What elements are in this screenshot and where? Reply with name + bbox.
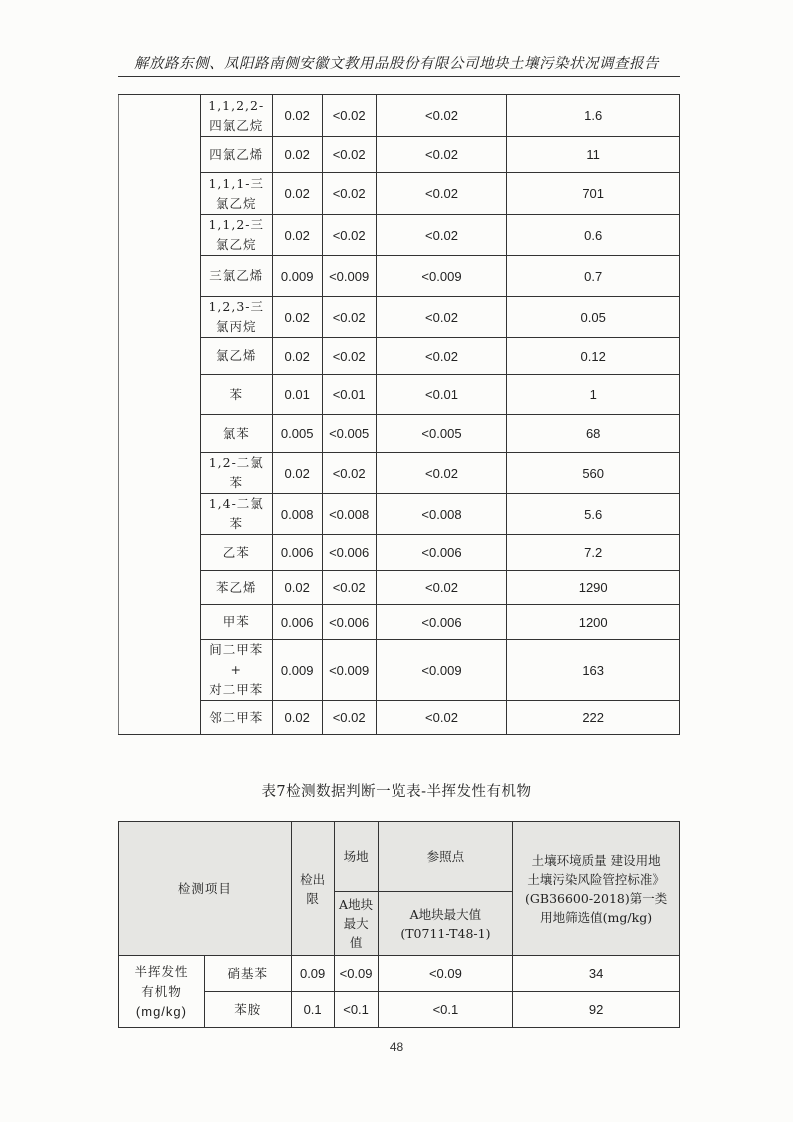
header-ref-sub-line: A地块最大值 [409, 906, 482, 922]
table-row [119, 640, 680, 701]
table-row [119, 338, 680, 375]
row-name-line: 1,1,1-三 [208, 175, 264, 191]
row-limit: 0.008 [272, 494, 322, 535]
row-name-line: 1,1,2,2- [208, 97, 265, 113]
row-name-line: 苯 [229, 516, 243, 531]
row-name-line: 苯 [229, 386, 243, 402]
row-name-line: 对二甲苯 [209, 682, 264, 697]
row-limit: 0.02 [272, 453, 322, 494]
row-name-line: 氯乙烯 [215, 348, 257, 363]
row-name-line: 1,2,3-三 [208, 299, 264, 314]
row-name-line: 邻二甲苯 [209, 709, 264, 725]
row-ref: <0.02 [376, 173, 507, 215]
header-limit [291, 822, 334, 956]
row-name [200, 640, 272, 701]
group-label [119, 956, 205, 1028]
table-row [119, 701, 680, 735]
table-row [119, 494, 680, 535]
row-name-line: 苯乙烯 [215, 579, 257, 595]
row-name-line: 间二甲苯 [209, 642, 264, 657]
row-std: 163 [507, 640, 680, 701]
row-std: 1290 [507, 571, 680, 605]
row-std: 1.6 [507, 95, 680, 137]
row-limit: 0.02 [272, 297, 322, 338]
row-std: 5.6 [507, 494, 680, 535]
row-name [200, 415, 272, 453]
table-row [119, 453, 680, 494]
row-std: 0.6 [507, 215, 680, 256]
row-std: 0.12 [507, 338, 680, 375]
row-site: <0.008 [322, 494, 376, 535]
row-name-line: 乙苯 [222, 544, 250, 560]
row-std: 68 [507, 415, 680, 453]
group-label-line: 半挥发性 [134, 963, 189, 979]
row-name [200, 494, 272, 535]
header-site-sub-line: A地块 [339, 897, 374, 912]
row-limit: 0.006 [272, 535, 322, 571]
row-name [200, 215, 272, 256]
header-ref-sub [378, 892, 513, 956]
row-ref: <0.02 [376, 338, 507, 375]
header-site-sub-line: 最大 [343, 916, 369, 931]
header-ref: 参照点 [378, 822, 513, 892]
row-name-line: 三氯乙烯 [209, 268, 264, 283]
header-std-line: 用地筛选值(mg/kg) [540, 909, 653, 925]
row-ref: <0.02 [376, 701, 507, 735]
row-site: <0.02 [322, 137, 376, 173]
row-name [200, 535, 272, 571]
table-row [119, 415, 680, 453]
row-site: <0.02 [322, 215, 376, 256]
row-std: 1200 [507, 605, 680, 640]
row-limit: 0.009 [272, 640, 322, 701]
row-limit: 0.006 [272, 605, 322, 640]
page-number: 48 [389, 1040, 404, 1054]
header-site: 场地 [334, 822, 378, 892]
row-name [200, 701, 272, 735]
row-ref: <0.005 [376, 415, 507, 453]
row-ref: <0.1 [378, 992, 513, 1028]
row-site: <0.09 [334, 956, 378, 992]
row-limit: 0.02 [272, 701, 322, 735]
row-std: 222 [507, 701, 680, 735]
header-site-sub [334, 892, 378, 956]
row-name [200, 605, 272, 640]
row-ref: <0.02 [376, 571, 507, 605]
row-limit: 0.1 [291, 992, 334, 1028]
row-std: 0.7 [507, 256, 680, 297]
table-row [119, 215, 680, 256]
row-site: <0.02 [322, 453, 376, 494]
row-ref: <0.02 [376, 95, 507, 137]
row-site: <0.1 [334, 992, 378, 1028]
row-ref: <0.02 [376, 453, 507, 494]
table-row [119, 375, 680, 415]
row-site: <0.02 [322, 297, 376, 338]
row-site: <0.01 [322, 375, 376, 415]
header-limit-line: 检出 [300, 871, 326, 887]
header-site-sub-line: 值 [349, 935, 363, 950]
row-std: 560 [507, 453, 680, 494]
row-name: 苯胺 [204, 992, 291, 1028]
row-name-line: 氯乙烷 [215, 237, 257, 252]
group-label-line: (mg/kg) [135, 1003, 187, 1019]
row-name [200, 256, 272, 297]
row-site: <0.02 [322, 338, 376, 375]
row-name [200, 297, 272, 338]
row-name [200, 173, 272, 215]
row-ref: <0.01 [376, 375, 507, 415]
row-name [200, 375, 272, 415]
table-row [119, 605, 680, 640]
table-row [119, 297, 680, 338]
row-site: <0.005 [322, 415, 376, 453]
row-limit: 0.02 [272, 95, 322, 137]
row-site: <0.02 [322, 701, 376, 735]
header-std-line: 土壤环境质量 建设用地 [531, 852, 661, 868]
row-std: 0.05 [507, 297, 680, 338]
row-name-line: 四氯乙烷 [209, 117, 264, 133]
row-limit: 0.02 [272, 571, 322, 605]
row-std: 7.2 [507, 535, 680, 571]
row-ref: <0.009 [376, 640, 507, 701]
row-limit: 0.02 [272, 215, 322, 256]
row-site: <0.009 [322, 256, 376, 297]
row-limit: 0.005 [272, 415, 322, 453]
header-rule [118, 76, 680, 77]
group-label-line: 有机物 [141, 983, 182, 999]
row-ref: <0.02 [376, 137, 507, 173]
header-ref-sub-line: (T0711-T48-1) [400, 925, 491, 941]
table-row [119, 571, 680, 605]
row-site: <0.006 [322, 535, 376, 571]
table-row [119, 173, 680, 215]
row-site: <0.009 [322, 640, 376, 701]
row-limit: 0.02 [272, 338, 322, 375]
row-name [200, 571, 272, 605]
row-name-line: 氯丙烷 [215, 319, 257, 334]
header-item: 检测项目 [119, 822, 292, 956]
table-row [119, 535, 680, 571]
header-limit-line: 限 [306, 890, 319, 906]
row-name: 硝基苯 [204, 956, 291, 992]
row-limit: 0.009 [272, 256, 322, 297]
row-name-line: 氯乙烷 [215, 195, 257, 211]
row-std: 701 [507, 173, 680, 215]
table-row [119, 256, 680, 297]
svoc-table [118, 821, 680, 1028]
header-std-line: (GB36600-2018)第一类 [525, 890, 668, 906]
row-name-line: 1,2-二氯 [208, 455, 264, 470]
row-name-line: 苯 [229, 475, 243, 490]
table-row [119, 137, 680, 173]
group-cell-empty [119, 95, 201, 735]
row-ref: <0.006 [376, 605, 507, 640]
row-name-line: 1,4-二氯 [208, 496, 264, 511]
row-name-line: 1,1,2-三 [208, 217, 264, 232]
row-site: <0.02 [322, 95, 376, 137]
voc-table-continued [118, 94, 680, 735]
row-ref: <0.09 [378, 956, 513, 992]
row-site: <0.006 [322, 605, 376, 640]
row-ref: <0.006 [376, 535, 507, 571]
row-ref: <0.02 [376, 297, 507, 338]
header-std-line: 土壤污染风险管控标准》 [527, 871, 665, 887]
row-name [200, 95, 272, 137]
row-std: 11 [507, 137, 680, 173]
row-name [200, 137, 272, 173]
row-name [200, 338, 272, 375]
row-std: 1 [507, 375, 680, 415]
row-limit: 0.01 [272, 375, 322, 415]
row-ref: <0.009 [376, 256, 507, 297]
row-site: <0.02 [322, 173, 376, 215]
row-limit: 0.02 [272, 173, 322, 215]
row-ref: <0.02 [376, 215, 507, 256]
row-name-line: 四氯乙烯 [209, 146, 264, 162]
row-limit: 0.09 [291, 956, 334, 992]
row-name [200, 453, 272, 494]
row-std: 34 [513, 956, 680, 992]
row-ref: <0.008 [376, 494, 507, 535]
row-name-line: 氯苯 [222, 425, 250, 441]
report-header: 解放路东侧、凤阳路南侧安徽文教用品股份有限公司地块土壤污染状况调查报告 [134, 56, 659, 72]
row-name-line: + [230, 662, 242, 677]
row-std: 92 [513, 992, 680, 1028]
table-row [119, 95, 680, 137]
row-limit: 0.02 [272, 137, 322, 173]
header-std [513, 822, 680, 956]
row-site: <0.02 [322, 571, 376, 605]
row-name-line: 甲苯 [222, 614, 250, 629]
table7-caption: 表7检测数据判断一览表-半挥发性有机物 [261, 784, 532, 800]
